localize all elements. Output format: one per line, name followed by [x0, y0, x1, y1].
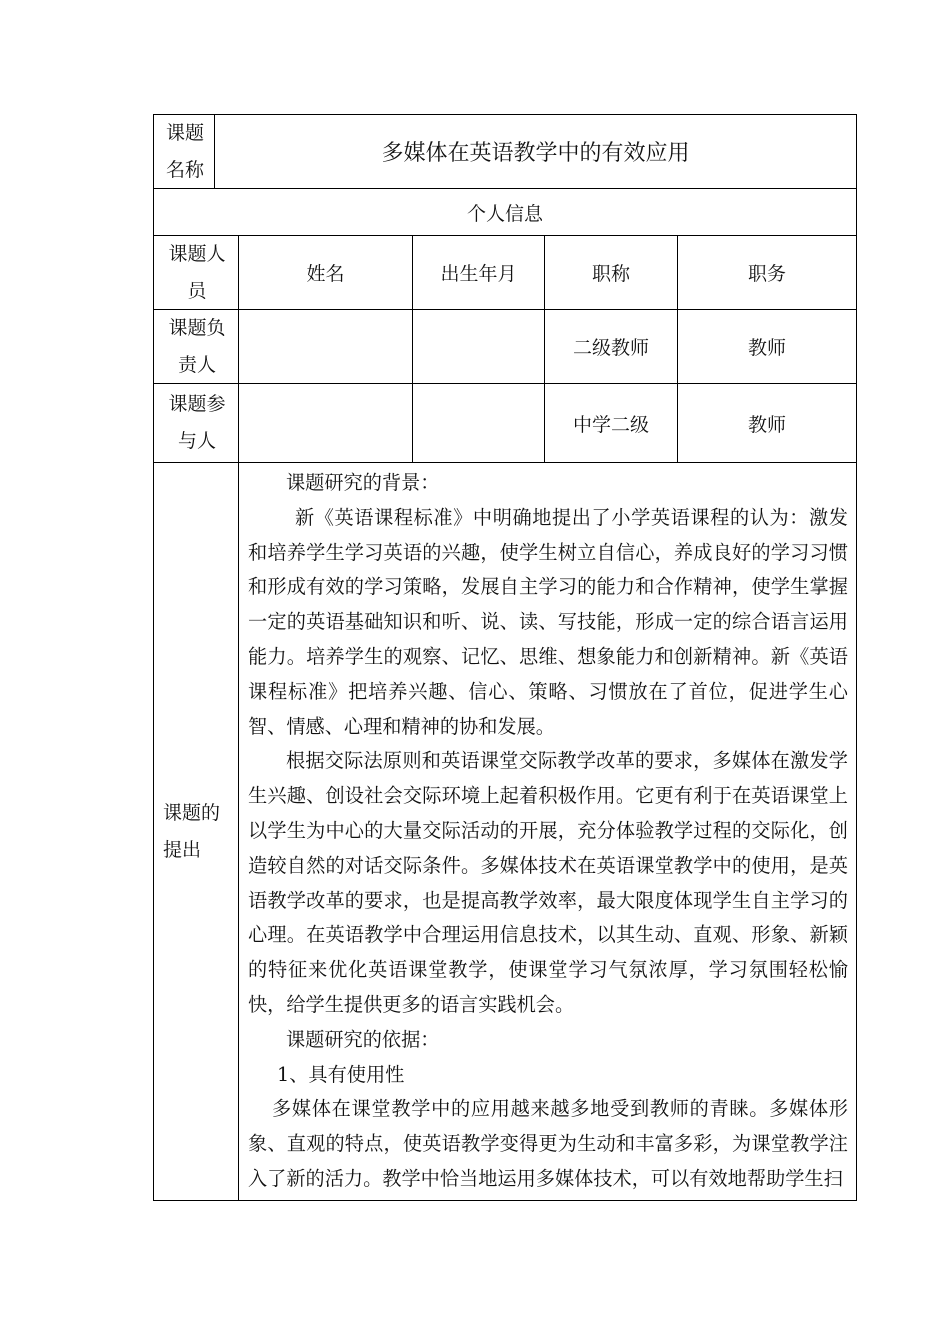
column-header-birth: 出生年月	[440, 263, 517, 285]
table-row-leader-name	[239, 310, 412, 383]
table-row-participant-role: 课题参与人	[168, 393, 226, 452]
table-border-left	[153, 114, 154, 1201]
paragraph-background: 新《英语课程标准》中明确地提出了小学英语课程的认为：激发和培养学生学习英语的兴趣，使学生树立自信心，养成良好的学习习惯和形成有效的学习策略，发展自主学习的能力和合作精神，使学生掌握一定的英语基础知识和听、说、读、写技能，形成一定的综合语言运用能力。培养学生的观察、记忆、思维、想象能力和创新精神。新《英语课程标准》把培养兴趣、信心、策略、习惯放在了首位，促进学生心智、情感、心理和精神的协和发展。	[248, 505, 848, 738]
table-row-participant-position: 教师	[747, 413, 786, 436]
proposal-label: 课题的提出	[163, 801, 221, 861]
table-row-leader-position: 教师	[747, 337, 786, 359]
background-heading: 课题研究的背景：	[286, 471, 440, 494]
topic-title	[215, 115, 856, 188]
column-header-name: 姓名	[306, 263, 345, 285]
table-border-right	[856, 114, 857, 1201]
table-row-participant-name	[239, 384, 412, 462]
topic-label-text: 课题名称	[166, 121, 205, 181]
column-header-title: 职称	[591, 263, 630, 285]
table-rule	[153, 462, 857, 463]
column-header-position: 职务	[747, 263, 786, 285]
point-usability: 1、具有使用性	[277, 1062, 405, 1086]
table-row-participant-title: 中学二级	[572, 413, 649, 436]
topic-label	[166, 115, 204, 188]
personal-info-header: 个人信息	[466, 202, 543, 225]
paragraph-communication: 根据交际法原则和英语课堂交际教学改革的要求，多媒体在激发学生兴趣、创设社会交际环境上起着积极作用。它更有利于在英语课堂上以学生为中心的大量交际活动的开展，充分体验教学过程的交际化，创造较自然的对话交际条件。多媒体技术在英语课堂教学中的使用，是英语教学改革的要求，也是提高教学效率，最大限度体现学生自主学习的心理。在英语教学中合理运用信息技术，以其生动、直观、形象、新颖的特征来优化英语课堂教学，使课堂学习气氛浓厚，学习氛围轻松愉快，给学生提供更多的语言实践机会。	[248, 749, 848, 1016]
table-row-leader-birth	[413, 310, 544, 383]
personnel-label: 课题人员	[168, 242, 226, 302]
table-border-bottom	[153, 1200, 857, 1201]
table-row-leader-title: 二级教师	[572, 337, 649, 359]
proposal-content	[248, 466, 848, 1200]
basis-heading: 课题研究的依据：	[286, 1027, 440, 1051]
paragraph-multimedia-use: 多媒体在课堂教学中的应用越来越多地受到教师的青睐。多媒体形象、直观的特点，使英语教学变得更为生动和丰富多彩，为课堂教学注入了新的活力。教学中恰当地运用多媒体技术，可以有效地帮助学生扫	[248, 1097, 848, 1190]
topic-title-text: 多媒体在英语教学中的有效应用	[381, 141, 690, 166]
table-row-leader-role: 课题负责人	[168, 316, 226, 376]
table-row-participant-birth	[413, 384, 544, 462]
